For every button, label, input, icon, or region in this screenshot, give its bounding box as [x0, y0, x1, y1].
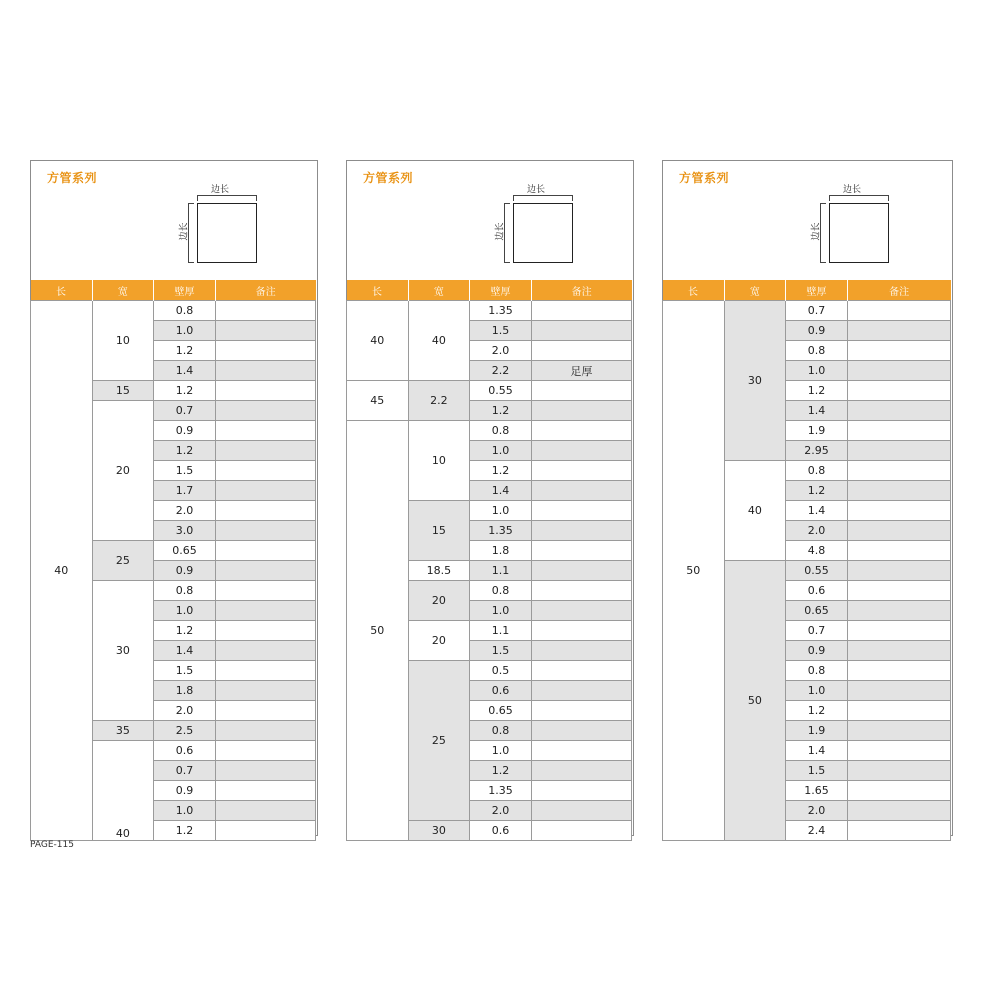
note-cell — [531, 581, 631, 601]
note-cell — [847, 381, 950, 401]
wall-thickness-cell: 2.95 — [786, 441, 848, 461]
note-cell — [531, 701, 631, 721]
wall-thickness-cell: 1.0 — [470, 501, 532, 521]
width-cell: 15 — [92, 381, 154, 401]
top-dimension-label: 边长 — [843, 185, 862, 195]
note-cell — [215, 581, 315, 601]
note-cell: 足厚 — [531, 361, 631, 381]
spec-table — [662, 280, 951, 841]
wall-thickness-cell: 1.2 — [786, 481, 848, 501]
note-cell — [215, 321, 315, 341]
note-cell — [531, 521, 631, 541]
wall-thickness-cell: 0.6 — [470, 821, 532, 841]
note-cell — [531, 801, 631, 821]
wall-thickness-cell: 1.5 — [470, 321, 532, 341]
width-cell: 35 — [92, 721, 154, 741]
wall-thickness-cell: 0.6 — [786, 581, 848, 601]
square-tube-diagram — [181, 185, 271, 265]
note-cell — [215, 481, 315, 501]
wall-thickness-cell: 2.0 — [786, 521, 848, 541]
note-cell — [847, 401, 950, 421]
column-header: 备注 — [847, 280, 950, 301]
table-row — [347, 381, 632, 401]
wall-thickness-cell: 2.0 — [154, 501, 216, 521]
width-cell: 40 — [724, 461, 786, 561]
wall-thickness-cell: 1.2 — [154, 621, 216, 641]
note-cell — [847, 461, 950, 481]
note-cell — [847, 621, 950, 641]
wall-thickness-cell: 0.6 — [154, 741, 216, 761]
wall-thickness-cell: 0.8 — [470, 721, 532, 741]
note-cell — [215, 821, 315, 841]
note-cell — [215, 561, 315, 581]
note-cell — [847, 681, 950, 701]
note-cell — [531, 301, 631, 321]
note-cell — [847, 661, 950, 681]
wall-thickness-cell: 0.9 — [154, 421, 216, 441]
wall-thickness-cell: 3.0 — [154, 521, 216, 541]
wall-thickness-cell: 1.4 — [154, 361, 216, 381]
note-cell — [847, 301, 950, 321]
length-cell: 40 — [31, 301, 93, 841]
wall-thickness-cell: 1.2 — [470, 761, 532, 781]
wall-thickness-cell: 0.7 — [154, 761, 216, 781]
note-cell — [531, 401, 631, 421]
column-header: 长 — [663, 280, 725, 301]
spec-table — [30, 280, 316, 841]
note-cell — [531, 381, 631, 401]
wall-thickness-cell: 1.2 — [786, 701, 848, 721]
note-cell — [847, 721, 950, 741]
note-cell — [215, 421, 315, 441]
wall-thickness-cell: 1.2 — [154, 341, 216, 361]
note-cell — [215, 341, 315, 361]
note-cell — [847, 481, 950, 501]
wall-thickness-cell: 0.6 — [470, 681, 532, 701]
wall-thickness-cell: 2.5 — [154, 721, 216, 741]
width-cell: 25 — [408, 661, 470, 821]
width-cell: 30 — [724, 301, 786, 461]
note-cell — [531, 641, 631, 661]
wall-thickness-cell: 0.9 — [786, 641, 848, 661]
wall-thickness-cell: 0.8 — [786, 341, 848, 361]
spec-panel-2 — [346, 160, 634, 836]
note-cell — [215, 721, 315, 741]
note-cell — [847, 741, 950, 761]
panel-title: 方管系列 — [47, 171, 98, 185]
square-outline — [513, 203, 573, 263]
column-header: 备注 — [215, 280, 315, 301]
note-cell — [847, 441, 950, 461]
wall-thickness-cell: 1.0 — [470, 441, 532, 461]
note-cell — [531, 821, 631, 841]
note-cell — [531, 441, 631, 461]
wall-thickness-cell: 1.2 — [154, 441, 216, 461]
side-dimension-label: 边长 — [811, 222, 822, 241]
note-cell — [847, 541, 950, 561]
wall-thickness-cell: 1.35 — [470, 521, 532, 541]
note-cell — [531, 461, 631, 481]
note-cell — [531, 761, 631, 781]
wall-thickness-cell: 1.2 — [470, 461, 532, 481]
square-tube-diagram — [813, 185, 903, 265]
header-row — [31, 280, 316, 301]
wall-thickness-cell: 1.2 — [470, 401, 532, 421]
note-cell — [531, 741, 631, 761]
wall-thickness-cell: 1.0 — [786, 361, 848, 381]
width-cell: 25 — [92, 541, 154, 581]
wall-thickness-cell: 0.65 — [470, 701, 532, 721]
wall-thickness-cell: 0.55 — [786, 561, 848, 581]
wall-thickness-cell: 0.8 — [786, 461, 848, 481]
column-header: 壁厚 — [154, 280, 216, 301]
wall-thickness-cell: 0.65 — [154, 541, 216, 561]
note-cell — [847, 341, 950, 361]
wall-thickness-cell: 1.35 — [470, 781, 532, 801]
wall-thickness-cell: 1.5 — [470, 641, 532, 661]
wall-thickness-cell: 1.0 — [154, 601, 216, 621]
wall-thickness-cell: 1.9 — [786, 421, 848, 441]
spec-panel-1 — [30, 160, 318, 840]
note-cell — [215, 681, 315, 701]
width-cell: 30 — [408, 821, 470, 841]
note-cell — [215, 741, 315, 761]
wall-thickness-cell: 2.0 — [470, 801, 532, 821]
note-cell — [215, 641, 315, 661]
wall-thickness-cell: 1.0 — [470, 741, 532, 761]
width-cell: 50 — [724, 561, 786, 841]
table-row — [347, 301, 632, 321]
note-cell — [531, 501, 631, 521]
length-cell: 50 — [347, 421, 409, 841]
wall-thickness-cell: 1.0 — [786, 681, 848, 701]
note-cell — [215, 501, 315, 521]
note-cell — [847, 781, 950, 801]
note-cell — [847, 581, 950, 601]
note-cell — [531, 341, 631, 361]
note-cell — [531, 601, 631, 621]
note-cell — [215, 661, 315, 681]
wall-thickness-cell: 1.4 — [786, 501, 848, 521]
note-cell — [215, 401, 315, 421]
note-cell — [531, 621, 631, 641]
note-cell — [531, 421, 631, 441]
wall-thickness-cell: 0.8 — [470, 421, 532, 441]
wall-thickness-cell: 2.2 — [470, 361, 532, 381]
column-header: 宽 — [408, 280, 470, 301]
note-cell — [215, 301, 315, 321]
table-row — [31, 301, 316, 321]
wall-thickness-cell: 1.4 — [470, 481, 532, 501]
wall-thickness-cell: 0.7 — [786, 301, 848, 321]
note-cell — [847, 701, 950, 721]
spec-table — [346, 280, 632, 841]
length-cell: 50 — [663, 301, 725, 841]
header-row — [663, 280, 951, 301]
note-cell — [215, 621, 315, 641]
wall-thickness-cell: 1.0 — [470, 601, 532, 621]
square-outline — [829, 203, 889, 263]
wall-thickness-cell: 0.8 — [154, 301, 216, 321]
note-cell — [531, 541, 631, 561]
wall-thickness-cell: 0.9 — [154, 781, 216, 801]
width-cell: 30 — [92, 581, 154, 721]
note-cell — [215, 781, 315, 801]
note-cell — [847, 321, 950, 341]
note-cell — [215, 521, 315, 541]
column-header: 壁厚 — [786, 280, 848, 301]
note-cell — [847, 601, 950, 621]
wall-thickness-cell: 0.5 — [470, 661, 532, 681]
panel-title: 方管系列 — [679, 171, 730, 185]
width-cell: 40 — [408, 301, 470, 381]
spec-panel-3 — [662, 160, 953, 836]
wall-thickness-cell: 1.1 — [470, 561, 532, 581]
top-dimension-label: 边长 — [527, 185, 546, 195]
header-row — [347, 280, 632, 301]
wall-thickness-cell: 4.8 — [786, 541, 848, 561]
note-cell — [531, 781, 631, 801]
width-cell: 15 — [408, 501, 470, 561]
page-number: PAGE-115 — [30, 840, 74, 850]
wall-thickness-cell: 1.8 — [470, 541, 532, 561]
wall-thickness-cell: 0.9 — [154, 561, 216, 581]
column-header: 长 — [31, 280, 93, 301]
width-cell: 40 — [92, 741, 154, 841]
note-cell — [847, 501, 950, 521]
wall-thickness-cell: 1.1 — [470, 621, 532, 641]
wall-thickness-cell: 0.8 — [786, 661, 848, 681]
top-dimension-label: 边长 — [211, 185, 230, 195]
table-row — [347, 421, 632, 441]
wall-thickness-cell: 1.5 — [786, 761, 848, 781]
length-cell: 45 — [347, 381, 409, 421]
wall-thickness-cell: 0.8 — [154, 581, 216, 601]
note-cell — [847, 641, 950, 661]
note-cell — [215, 361, 315, 381]
column-header: 宽 — [92, 280, 154, 301]
note-cell — [215, 601, 315, 621]
wall-thickness-cell: 1.2 — [786, 381, 848, 401]
top-dimension-line — [829, 195, 889, 201]
note-cell — [847, 421, 950, 441]
note-cell — [215, 761, 315, 781]
wall-thickness-cell: 0.8 — [470, 581, 532, 601]
wall-thickness-cell: 2.0 — [470, 341, 532, 361]
wall-thickness-cell: 1.65 — [786, 781, 848, 801]
length-cell: 40 — [347, 301, 409, 381]
note-cell — [847, 521, 950, 541]
wall-thickness-cell: 0.65 — [786, 601, 848, 621]
wall-thickness-cell: 1.2 — [154, 381, 216, 401]
wall-thickness-cell: 0.9 — [786, 321, 848, 341]
column-header: 宽 — [724, 280, 786, 301]
column-header: 壁厚 — [470, 280, 532, 301]
note-cell — [215, 461, 315, 481]
wall-thickness-cell: 1.0 — [154, 321, 216, 341]
wall-thickness-cell: 2.4 — [786, 821, 848, 841]
square-outline — [197, 203, 257, 263]
wall-thickness-cell: 1.4 — [786, 741, 848, 761]
wall-thickness-cell: 0.7 — [786, 621, 848, 641]
wall-thickness-cell: 0.7 — [154, 401, 216, 421]
note-cell — [531, 681, 631, 701]
note-cell — [531, 481, 631, 501]
panel-title: 方管系列 — [363, 171, 414, 185]
width-cell: 20 — [92, 401, 154, 541]
note-cell — [847, 561, 950, 581]
wall-thickness-cell: 2.0 — [786, 801, 848, 821]
wall-thickness-cell: 0.55 — [470, 381, 532, 401]
note-cell — [847, 801, 950, 821]
note-cell — [847, 361, 950, 381]
top-dimension-line — [197, 195, 257, 201]
width-cell: 20 — [408, 581, 470, 621]
wall-thickness-cell: 1.9 — [786, 721, 848, 741]
wall-thickness-cell: 1.4 — [154, 641, 216, 661]
note-cell — [215, 381, 315, 401]
wall-thickness-cell: 1.5 — [154, 461, 216, 481]
column-header: 长 — [347, 280, 409, 301]
note-cell — [847, 761, 950, 781]
wall-thickness-cell: 1.2 — [154, 821, 216, 841]
width-cell: 2.2 — [408, 381, 470, 421]
top-dimension-line — [513, 195, 573, 201]
width-cell: 10 — [92, 301, 154, 381]
wall-thickness-cell: 1.7 — [154, 481, 216, 501]
wall-thickness-cell: 1.8 — [154, 681, 216, 701]
note-cell — [531, 561, 631, 581]
table-row — [663, 301, 951, 321]
note-cell — [531, 721, 631, 741]
wall-thickness-cell: 1.35 — [470, 301, 532, 321]
note-cell — [215, 541, 315, 561]
wall-thickness-cell: 1.0 — [154, 801, 216, 821]
wall-thickness-cell: 2.0 — [154, 701, 216, 721]
side-dimension-label: 边长 — [179, 222, 190, 241]
note-cell — [847, 821, 950, 841]
note-cell — [215, 701, 315, 721]
wall-thickness-cell: 1.4 — [786, 401, 848, 421]
column-header: 备注 — [531, 280, 631, 301]
width-cell: 18.5 — [408, 561, 470, 581]
width-cell: 10 — [408, 421, 470, 501]
note-cell — [531, 321, 631, 341]
wall-thickness-cell: 1.5 — [154, 661, 216, 681]
square-tube-diagram — [497, 185, 587, 265]
note-cell — [215, 801, 315, 821]
width-cell: 20 — [408, 621, 470, 661]
side-dimension-label: 边长 — [495, 222, 506, 241]
note-cell — [215, 441, 315, 461]
note-cell — [531, 661, 631, 681]
